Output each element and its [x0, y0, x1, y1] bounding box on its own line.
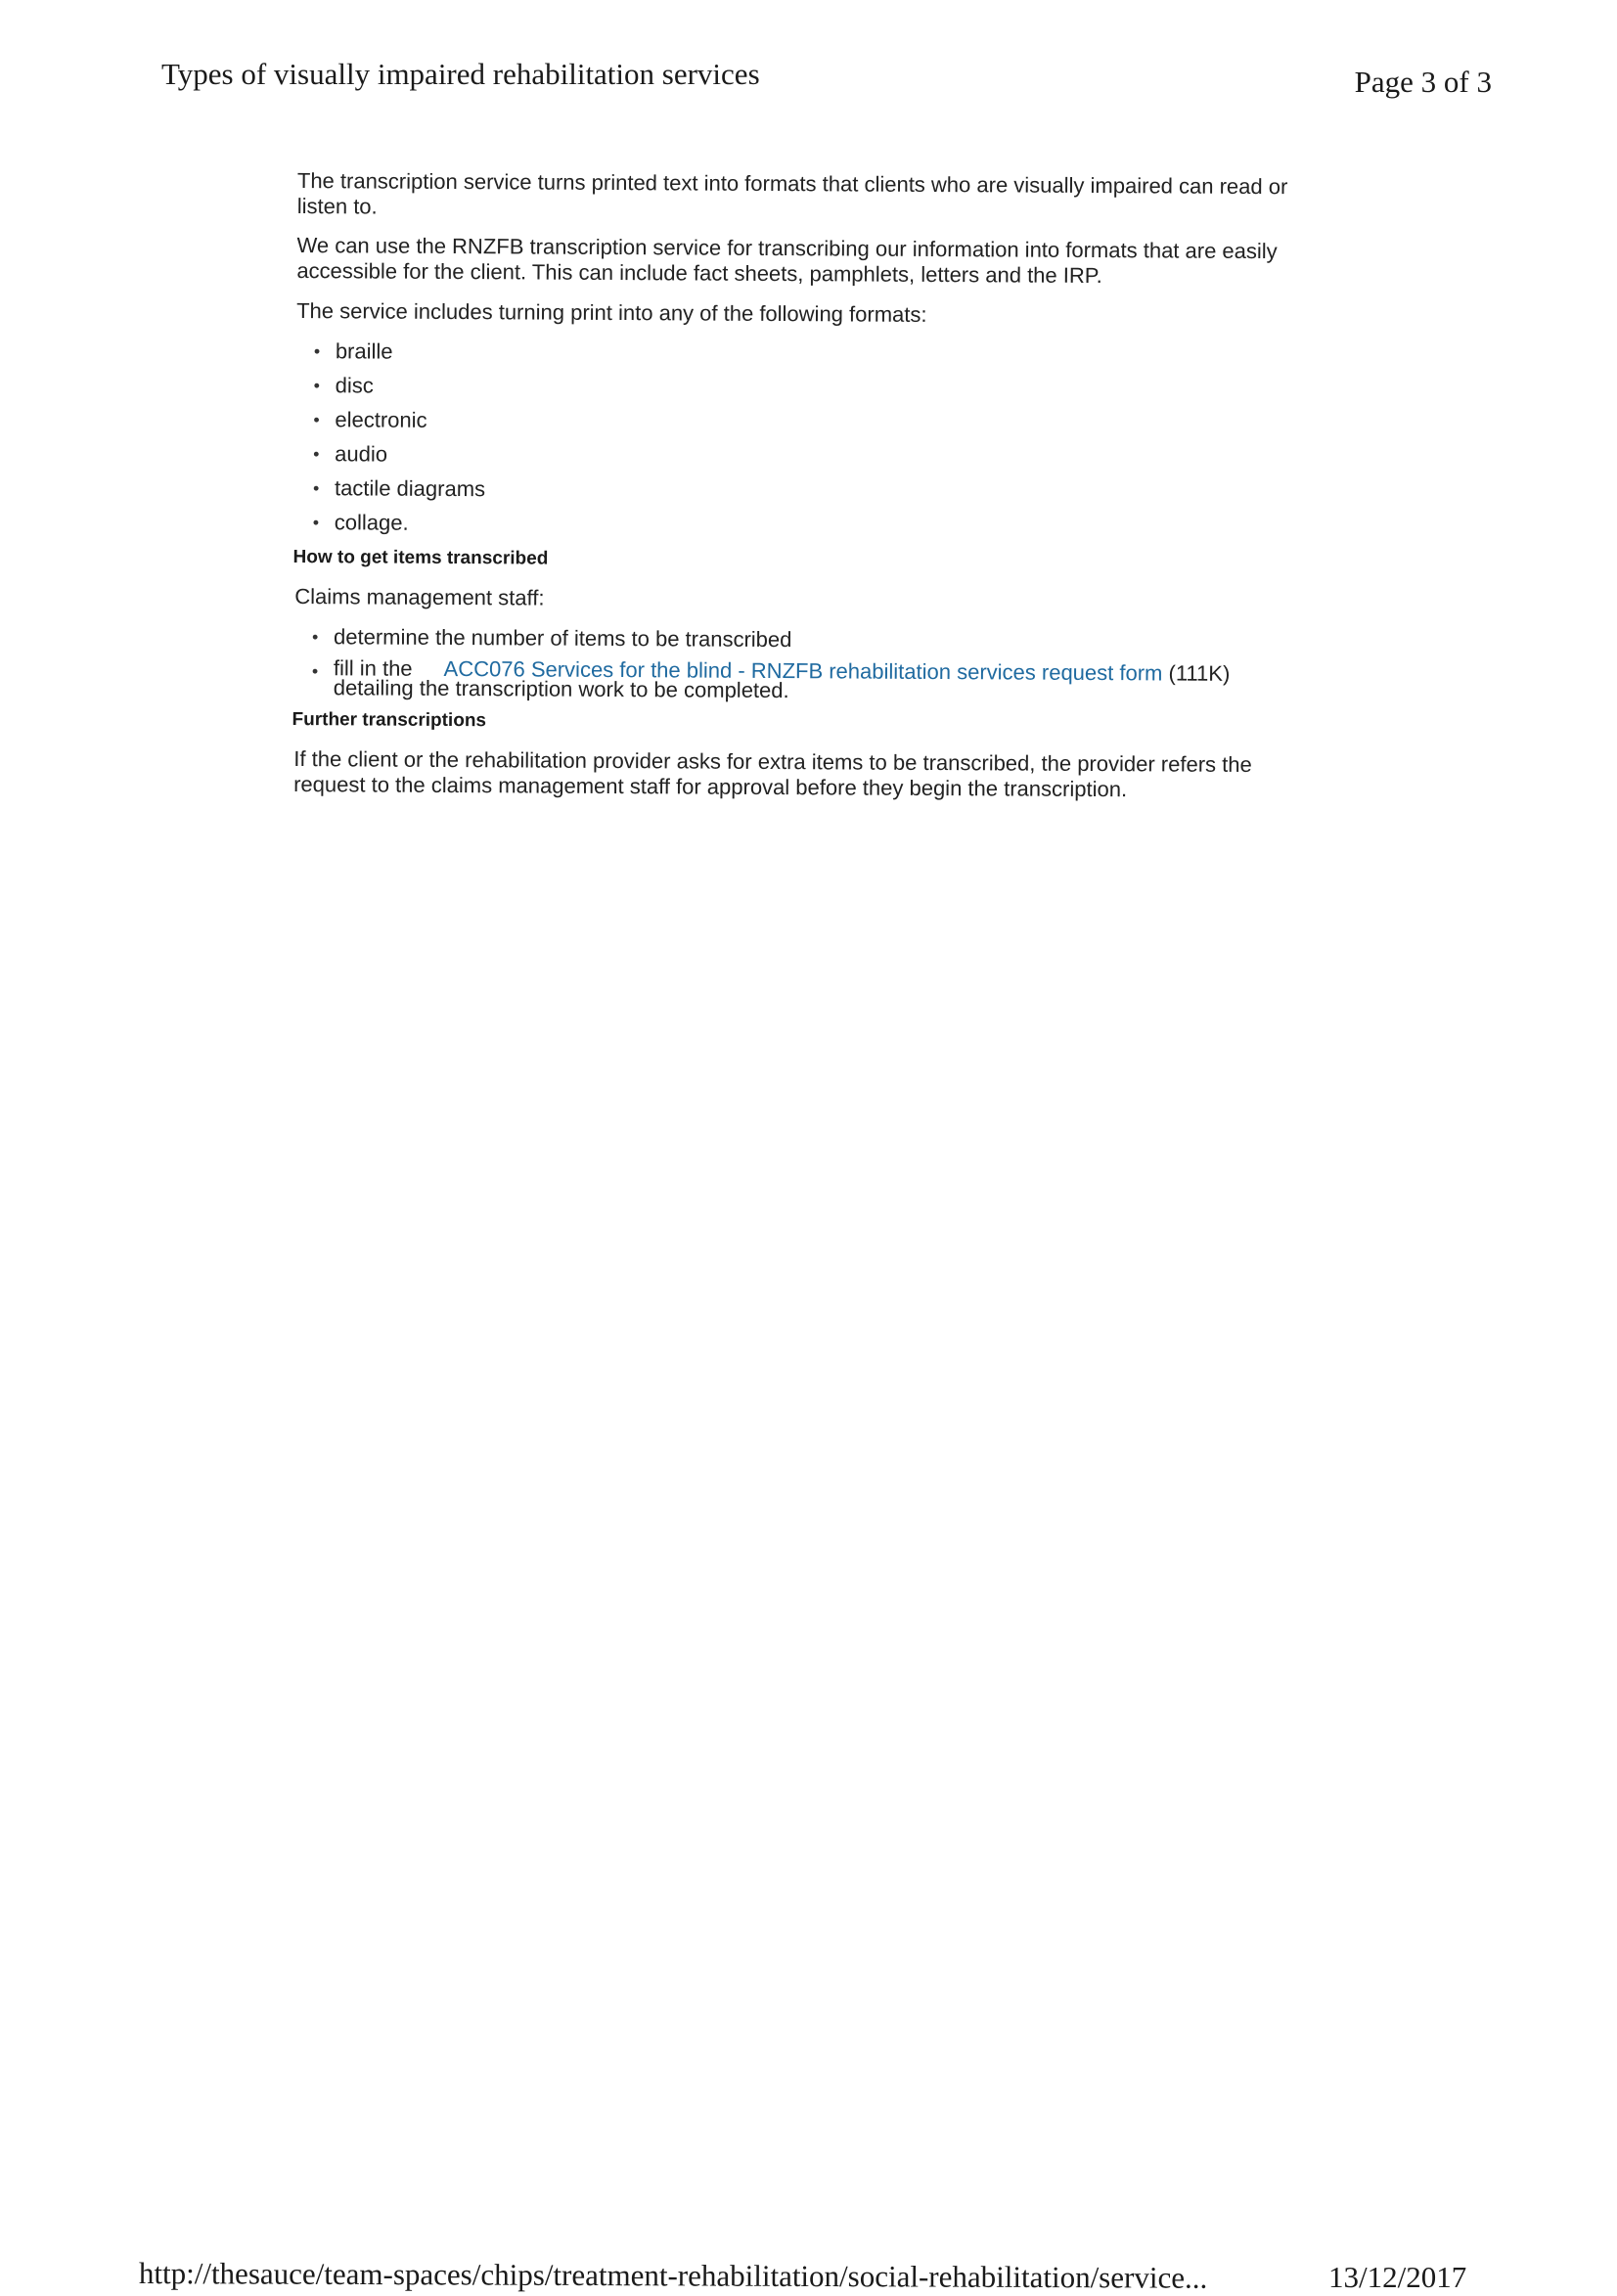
format-label: electronic: [335, 407, 427, 432]
list-item: [313, 475, 1328, 507]
bullet-icon: •: [312, 478, 320, 499]
rnzfb-paragraph: We can use the RNZFB transcription service for transcribing our information into formats that are easily accessible for the client. This can include fact sheets, pamphlets, letters and the IRP.: [296, 233, 1278, 289]
bullet-icon: •: [312, 627, 319, 648]
claims-step-1: determine the number of items to be transcribed: [333, 624, 792, 653]
further-paragraph: If the client or the rehabilitation provider asks for extra items to be transcribed, the provider refers the request to the claims management staff for approval before they begin the transcription.: [293, 746, 1252, 802]
bullet-icon: •: [312, 513, 320, 533]
format-label: tactile diagrams: [334, 475, 486, 502]
further-heading: Further transcriptions: [292, 709, 487, 732]
request-form-link[interactable]: ACC076 Services for the blind - RNZFB rehabilitation services request form: [443, 655, 1163, 686]
print-header-title: Types of visually impaired rehabilitation services: [161, 57, 760, 91]
formats-intro: The service includes turning print into any of the following formats:: [296, 298, 927, 327]
bullet-icon: •: [313, 341, 321, 362]
claims-step-2-suffix: detailing the transcription work to be completed.: [333, 675, 789, 703]
file-size: (111K): [1168, 660, 1231, 686]
list-item: [313, 407, 1328, 438]
format-label: audio: [335, 441, 388, 467]
bullet-icon: •: [313, 376, 321, 396]
print-footer-date: 13/12/2017: [1328, 2260, 1467, 2294]
how-to-heading: How to get items transcribed: [292, 547, 549, 569]
list-item: [311, 655, 1327, 703]
bullet-icon: •: [311, 661, 319, 682]
bullet-icon: •: [313, 410, 320, 430]
list-item: [313, 441, 1328, 473]
format-label: disc: [335, 373, 374, 398]
bullet-icon: •: [313, 444, 320, 465]
page-indicator: Page 3 of 3: [1354, 65, 1492, 99]
print-footer-url: http://thesauce/team-spaces/chips/treatment-rehabilitation/social-rehabilitation/service...: [138, 2256, 1208, 2295]
claims-step-2-prefix: fill in the: [333, 655, 413, 681]
format-label: collage.: [334, 510, 409, 535]
list-item: [314, 373, 1329, 404]
document-body: [290, 168, 1330, 818]
list-item: [313, 510, 1328, 541]
formats-list: [292, 338, 1329, 541]
format-label: braille: [335, 338, 393, 364]
claims-steps-list: [291, 624, 1327, 703]
intro-paragraph: The transcription service turns printed text into formats that clients who are visually impaired can read or listen to.: [296, 168, 1288, 219]
claims-intro: Claims management staff:: [294, 584, 545, 610]
list-item: [314, 338, 1329, 370]
list-item: [312, 624, 1327, 655]
